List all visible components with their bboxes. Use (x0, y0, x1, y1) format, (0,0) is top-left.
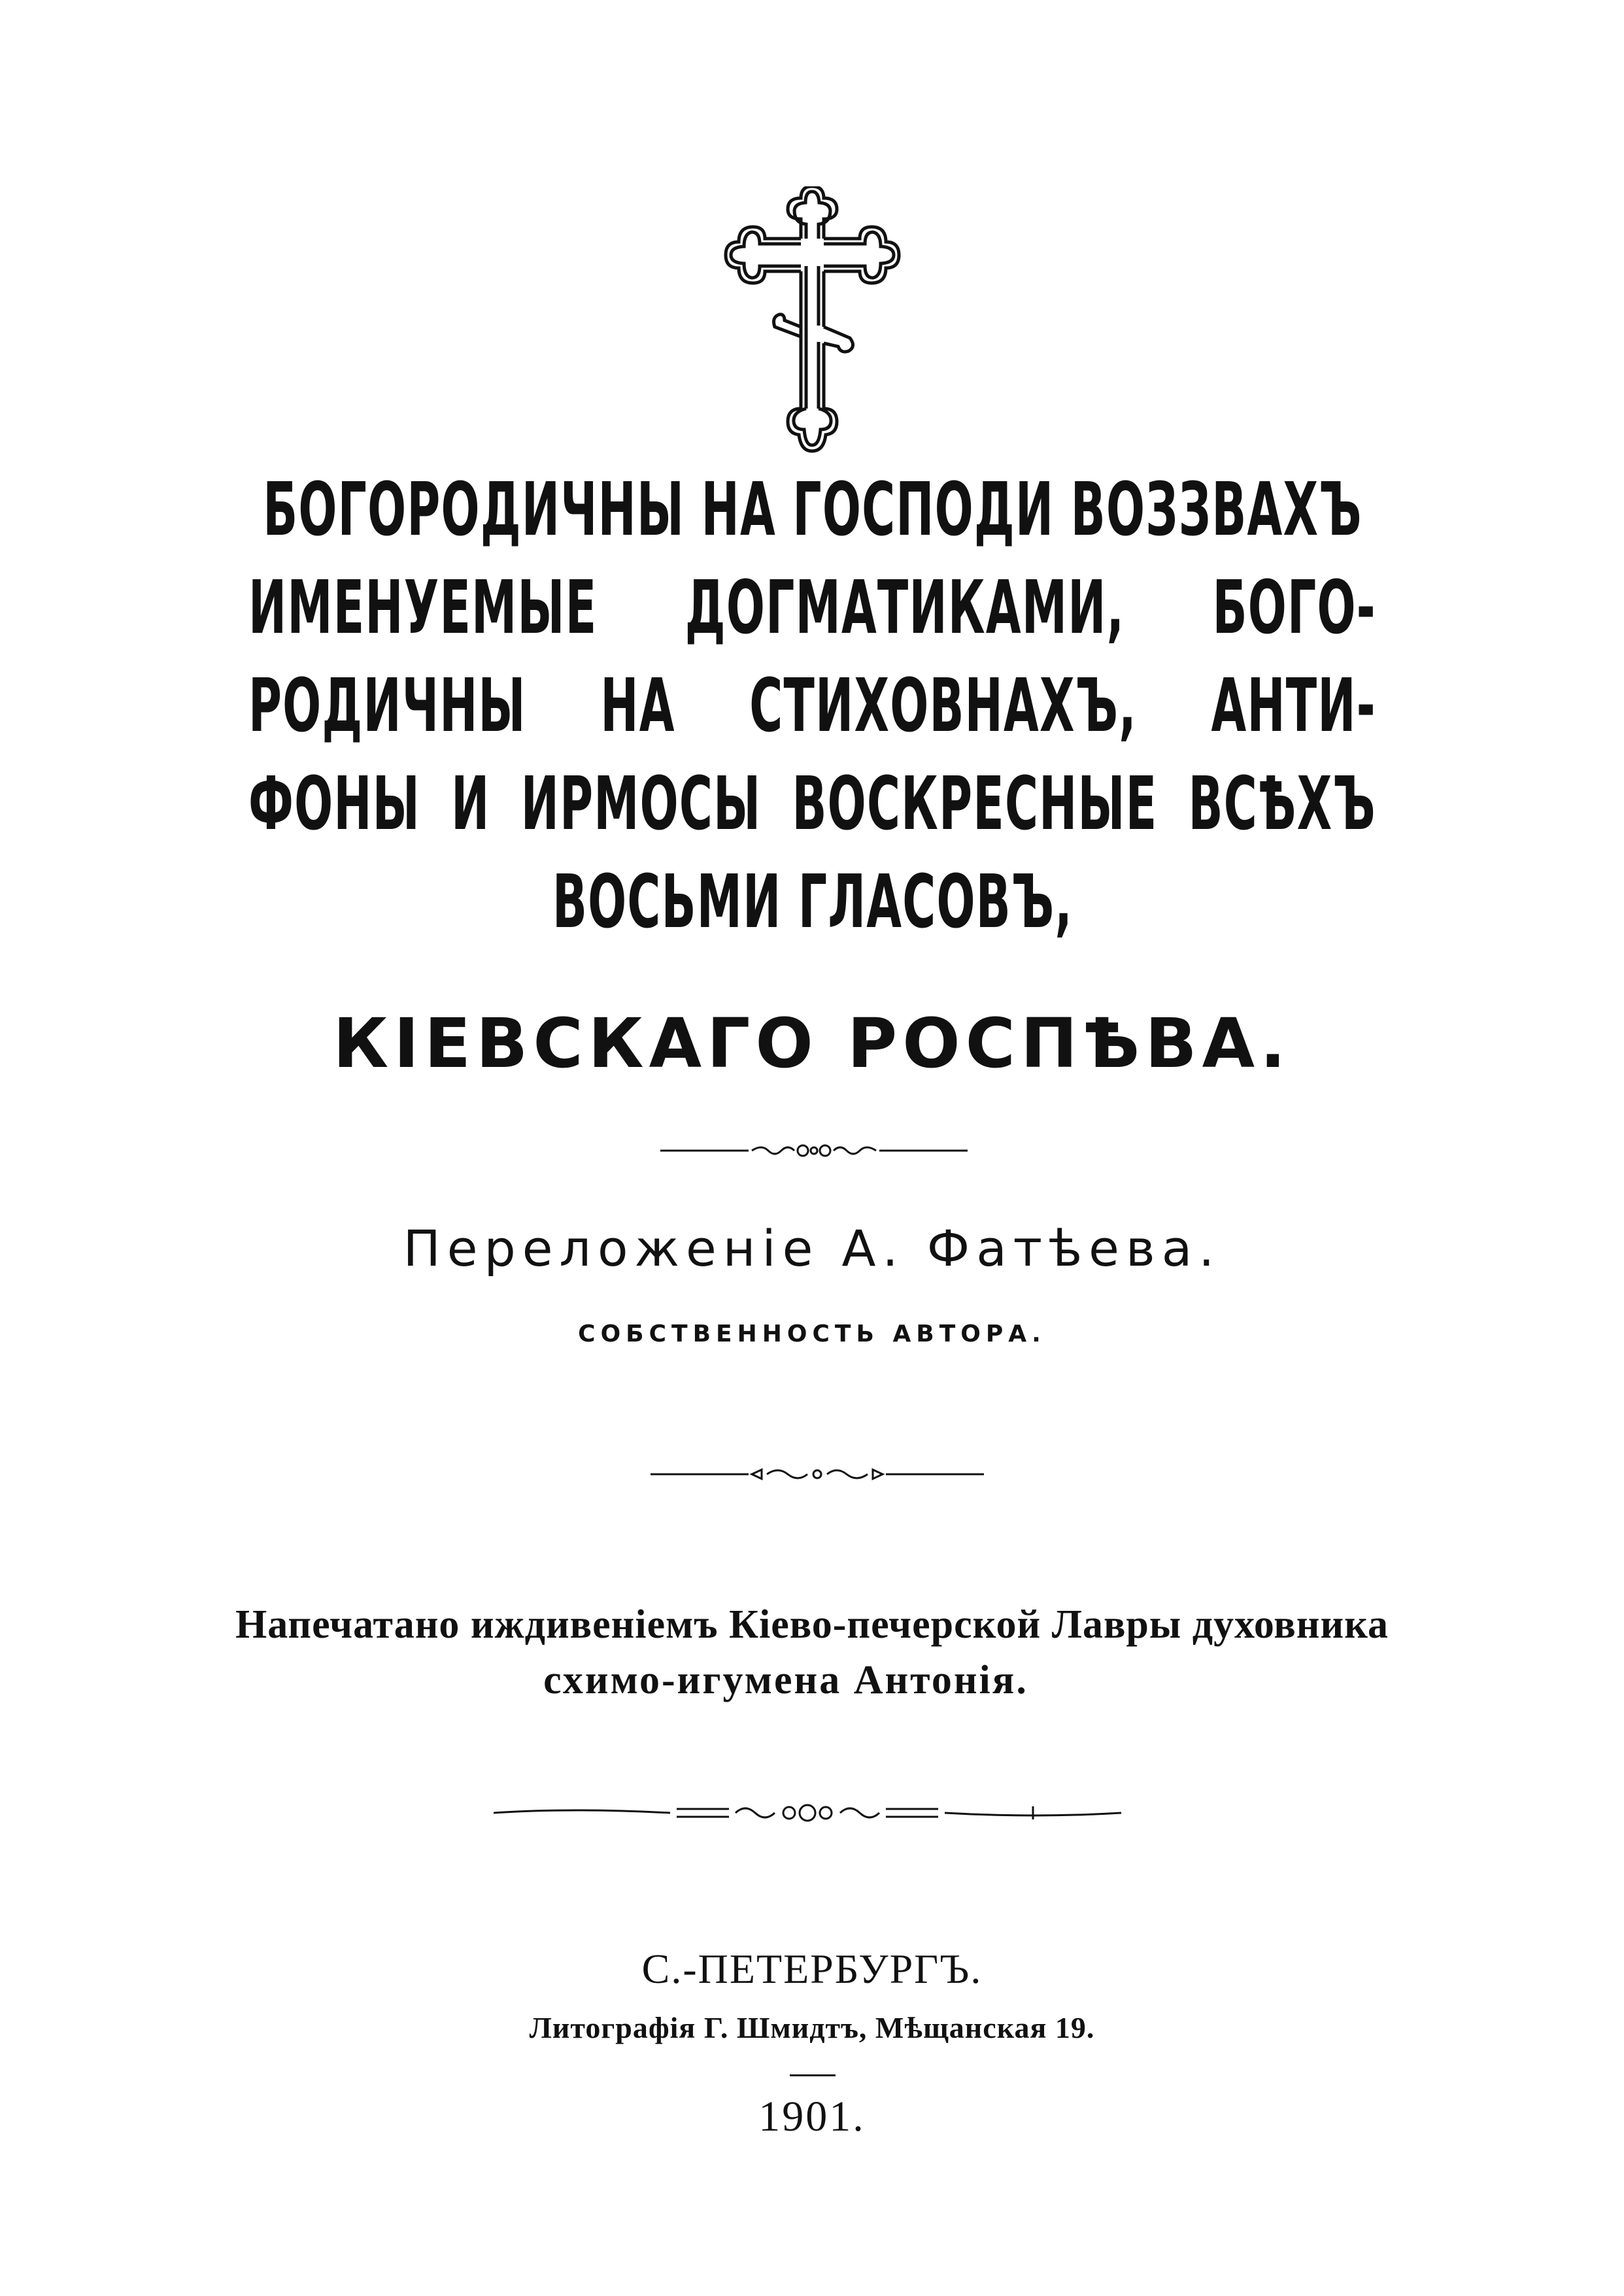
title-word: ВОСКРЕСНЫЕ (792, 762, 1158, 847)
title-line-1: БОГОРОДИЧНЫ НА ГОСПОДИ ВОЗЗВАХЪ (263, 467, 1362, 552)
title-word: БОГО- (1212, 566, 1376, 650)
subtitle: КІЕВСКАГО РОСПѢВА. (333, 1004, 1291, 1083)
ornamental-divider-icon (651, 1464, 984, 1484)
author-credit: Переложеніе А. Фатѣева. (403, 1219, 1221, 1277)
title-word: ВСѢХЪ (1188, 762, 1376, 847)
imprint-city: С.-ПЕТЕРБУРГЪ. (641, 1946, 983, 1992)
title-word: АНТИ- (1211, 664, 1376, 749)
title-word: ФОНЫ (248, 762, 420, 847)
main-title (248, 461, 1376, 951)
printed-by-line-2: схимо-игумена Антонія. (543, 1658, 1028, 1702)
imprint-press: Литографія Г. Шмидтъ, Мѣщанская 19. (529, 2011, 1095, 2044)
title-line-4 (248, 755, 1376, 853)
title-line-2 (248, 559, 1376, 657)
ornamental-divider-icon (660, 1141, 968, 1160)
copyright-note: СОБСТВЕННОСТЬ АВТОРА. (578, 1321, 1046, 1347)
imprint-year: 1901. (758, 2093, 866, 2140)
title-line-3 (248, 657, 1376, 755)
ornamental-divider-icon (494, 1801, 1121, 1825)
divider (790, 2074, 836, 2076)
title-word: ИРМОСЫ (520, 762, 762, 847)
title-word: И (451, 762, 490, 847)
orthodox-cross-icon (719, 186, 905, 454)
title-word: ИМЕНУЕМЫЕ (248, 566, 598, 650)
title-word: ДОГМАТИКАМИ, (685, 566, 1125, 650)
title-word: НА (600, 664, 675, 749)
title-word: СТИХОВНАХЪ, (749, 664, 1137, 749)
printed-by-line-1: Напечатано иждивеніемъ Кіево-печерской Лавры духовника (235, 1602, 1389, 1647)
title-line-5: ВОСЬМИ ГЛАСОВЪ, (552, 860, 1074, 945)
title-word: РОДИЧНЫ (248, 664, 526, 749)
